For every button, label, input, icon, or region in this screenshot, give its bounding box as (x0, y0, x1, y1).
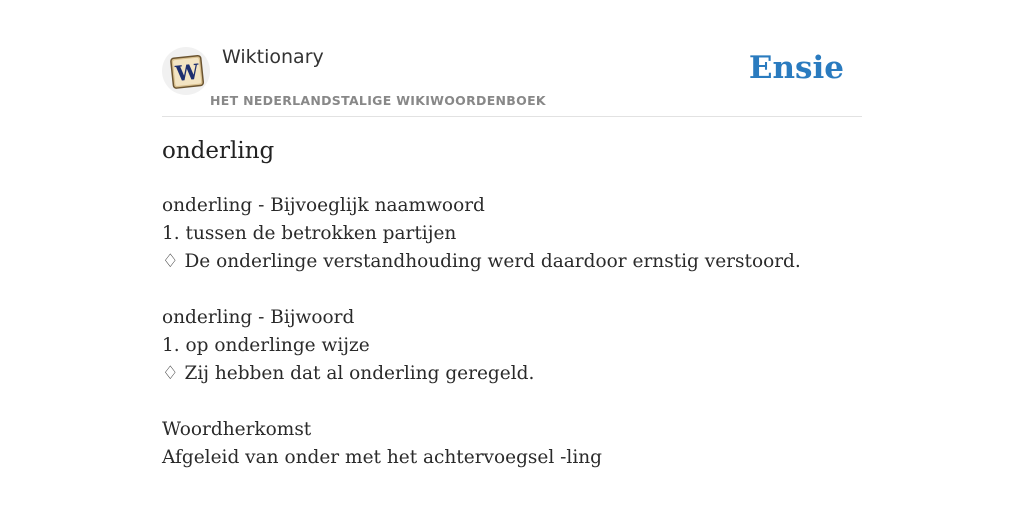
site-tagline: HET NEDERLANDSTALIGE WIKIWOORDENBOEK (210, 93, 546, 108)
site-header (162, 0, 862, 117)
entry-line: 1. op onderlinge wijze (162, 335, 370, 356)
entry-line: onderling - Bijvoeglijk naamwoord (162, 195, 485, 216)
logo-letter: W (174, 58, 201, 87)
entry-line: Afgeleid van onder met het achtervoegsel -ling (162, 447, 602, 468)
entry-line: Woordherkomst (162, 419, 312, 440)
definition-body (162, 192, 862, 472)
entry-line: ♢ Zij hebben dat al onderling geregeld. (162, 363, 535, 384)
entry-line (162, 388, 862, 416)
site-name[interactable]: Wiktionary (222, 46, 324, 68)
wiktionary-logo[interactable] (162, 47, 210, 95)
wiktionary-tile-icon (162, 47, 210, 95)
entry-line: 1. tussen de betrokken partijen (162, 223, 457, 244)
word-title: onderling (162, 138, 275, 164)
entry-line: onderling - Bijwoord (162, 307, 355, 328)
page-card (162, 0, 862, 512)
entry-line (162, 276, 862, 304)
ensie-brand-link[interactable]: Ensie (748, 50, 844, 86)
entry-line: ♢ De onderlinge verstandhouding werd daardoor ernstig verstoord. (162, 251, 801, 272)
